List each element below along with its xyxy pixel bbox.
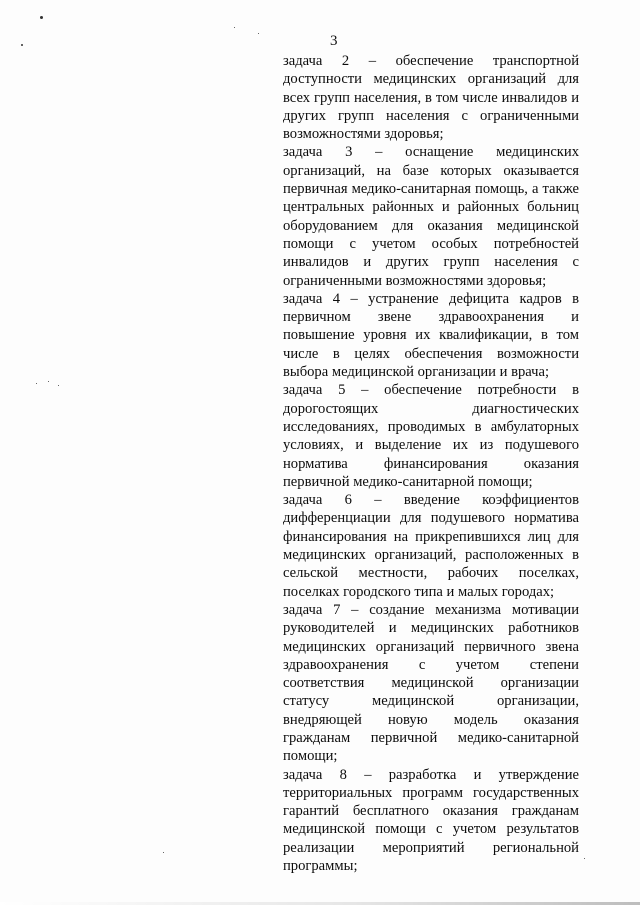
task-8-paragraph: задача 8 – разработка и утверждение территориальных программ государственных гарантий бесплатного оказания гражданам медицинской помощи с учетом результатов реализации мероприятий региональной программы; — [283, 766, 579, 875]
task-3-paragraph: задача 3 – оснащение медицинских организаций, на базе которых оказывается первичная медико-санитарная помощь, а также центральных районных и районных больниц оборудованием для оказания медицинской помощи с учетом особых потребностей инвалидов и других групп населения с ограниченными возможностями здоровья; — [283, 144, 579, 289]
task-7-paragraph: задача 7 – создание механизма мотивации руководителей и медицинских работников медицинских организаций первичного звена здравоохранения с учетом степени соответствия медицинской организации статусу медицинской организации, внедряющей новую модель оказания гражданам первичной медико-санитарной помощи; — [283, 601, 579, 765]
task-5-paragraph: задача 5 – обеспечение потребности в дорогостоящих диагностических исследованиях, проводимых в амбулаторных условиях, и выделение их из подушевого норматива финансирования оказания первичной медико-санитарной помощи; — [283, 382, 579, 490]
tasks-text — [283, 52, 579, 875]
task-4-paragraph: задача 4 – устранение дефицита кадров в первичном звене здравоохранения и повышение уровня их квалификации, в том числе в целях обеспечения возможности выбора медицинской организации и врача; — [283, 290, 579, 381]
page-number: 3 — [330, 33, 338, 49]
task-6-paragraph: задача 6 – введение коэффициентов дифференциации для подушевого норматива финансирования на прикрепившихся лиц для медицинских организаций, расположенных в сельской местности, рабочих поселках, поселках городского типа и малых городах; — [283, 492, 579, 600]
task-2-paragraph: задача 2 – обеспечение транспортной доступности медицинских организаций для всех групп населения, в том числе инвалидов и других групп населения с ограниченными возможностями здоровья; — [283, 53, 579, 143]
